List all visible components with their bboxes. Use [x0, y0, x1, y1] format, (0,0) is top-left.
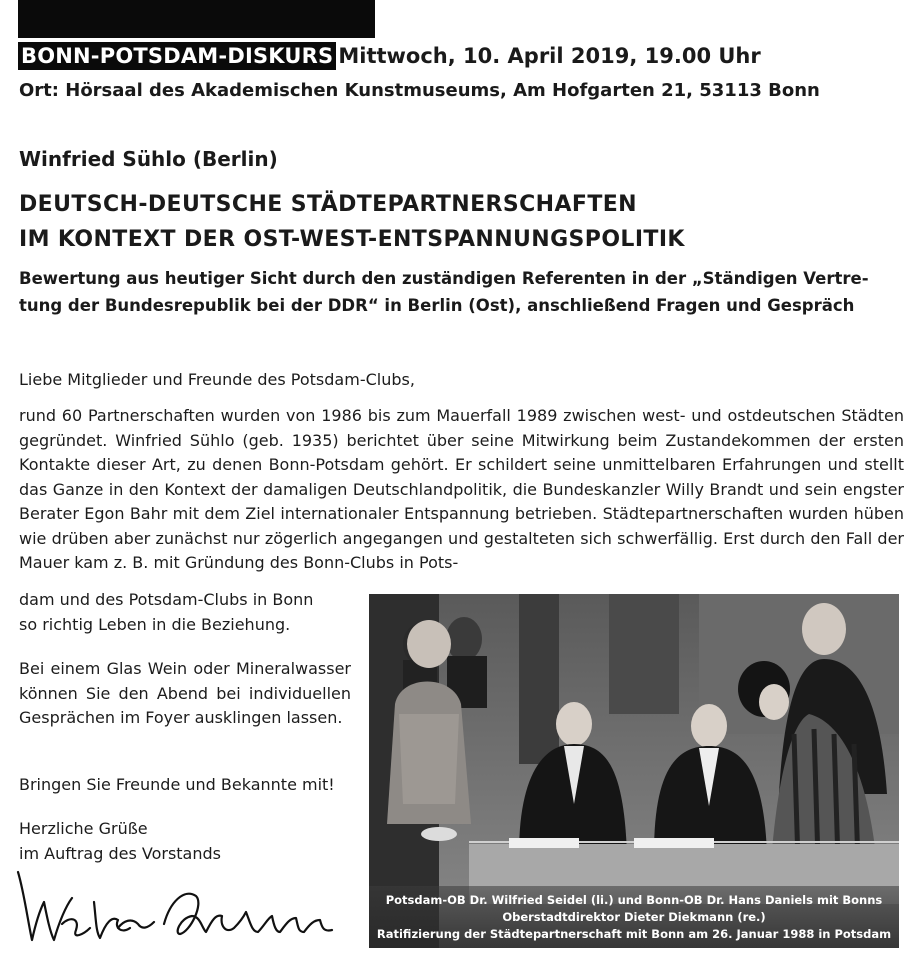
subtitle-line: tung der Bundesrepublik bei der DDR“ in Berlin (Ost), anschließend Fragen und Gespräch [19, 296, 855, 315]
event-date: Mittwoch, 10. April 2019, 19.00 Uhr [338, 44, 761, 68]
caption-line: Ratifizierung der Städtepartnerschaft mit Bonn am 26. Januar 1988 in Potsdam [376, 927, 892, 941]
caption-line: Potsdam-OB Dr. Wilfried Seidel (li.) und Bonn-OB Dr. Hans Daniels mit Bonns [385, 893, 883, 907]
speaker-name: Winfried Sühlo (Berlin) [19, 147, 278, 171]
historic-photo [369, 594, 899, 948]
lecture-title-line: IM KONTEXT DER OST-WEST-ENTSPANNUNGSPOLITIK [19, 227, 685, 252]
closing-line: im Auftrag des Vorstands [19, 843, 221, 863]
letter-paragraph-2: Bei einem Glas Wein oder Mineralwasser können Sie den Abend bei individuellen Gesprächen im Foyer ausklingen lassen. [19, 659, 351, 727]
lecture-subtitle [19, 265, 909, 319]
closing-line: Herzliche Grüße [19, 819, 148, 838]
letter-paragraph-1-continued [19, 588, 355, 637]
paragraph-line: dam und des Potsdam-Clubs in Bonn [19, 590, 314, 609]
letter-invitation: Bringen Sie Freunde und Bekannte mit! [19, 775, 335, 794]
handwritten-signature [14, 862, 344, 952]
subtitle-line: Bewertung aus heutiger Sicht durch den zuständigen Referenten in der „Ständigen Vertre- [19, 269, 869, 288]
header-black-bar [18, 0, 375, 38]
caption-line: Oberstadtdirektor Dieter Diekmann (re.) [502, 910, 766, 924]
event-venue: Ort: Hörsaal des Akademischen Kunstmuseums, Am Hofgarten 21, 53113 Bonn [19, 80, 820, 101]
letter-closing [19, 817, 221, 866]
photo-caption [369, 886, 899, 948]
paragraph-line: so richtig Leben in die Beziehung. [19, 614, 291, 634]
lecture-title [19, 187, 685, 257]
series-title: BONN-POTSDAM-DISKURS [18, 42, 336, 70]
event-header [18, 42, 761, 72]
letter-paragraph-1: rund 60 Partnerschaften wurden von 1986 bis zum Mauerfall 1989 zwischen west- und ostdeutschen Städten gegründet. Winfried Sühlo (geb. 1935) berichtet über seine Mitwirkung beim Zustandekommen der ersten Kontakte dieser Art, zu denen Bonn-Potsdam gehört. Er schildert seine unmittelbaren Erfahrungen und stellt das Ganze in den Kontext der damaligen Deutschlandpolitik, die Bundeskanzler Willy Brandt und sein engster Berater Egon Bahr mit dem Ziel internationaler Entspannung betrieben. Städtepartnerschaften wurden hüben wie drüben aber zunächst nur zögerlich angegangen und gestalteten sich schwerfällig. Erst durch den Fall der Mauer kam z. B. mit Gründung des Bonn-Clubs in Pots- [19, 406, 904, 572]
lecture-title-line: DEUTSCH-DEUTSCHE STÄDTEPARTNERSCHAFTEN [19, 192, 637, 217]
letter-greeting: Liebe Mitglieder und Freunde des Potsdam-Clubs, [19, 370, 415, 389]
